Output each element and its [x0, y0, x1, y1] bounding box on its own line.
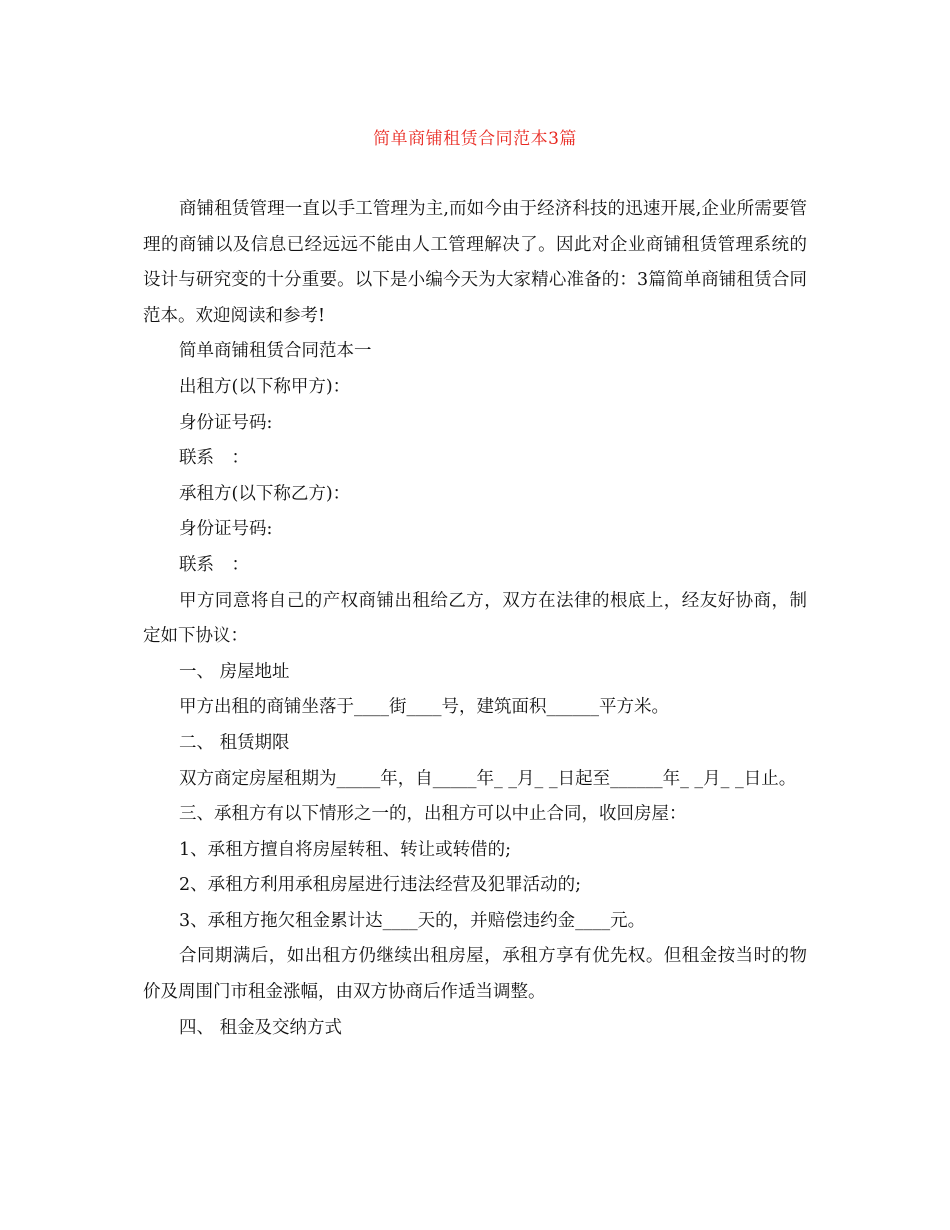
address-paragraph: 甲方出租的商铺坐落于____街____号，建筑面积______平方米。 — [179, 697, 669, 718]
section-heading: 简单商铺租赁合同范本一 — [179, 341, 372, 362]
lessor-field: 出租方(以下称甲方)： — [179, 376, 351, 397]
clause-heading-termination: 三、承租方有以下情形之一的，出租方可以中止合同，收回房屋： — [179, 804, 687, 825]
intro-paragraph: 商铺租赁管理一直以手工管理为主,而如今由于经济科技的迅速开展,企业所需要管理的商铺以及信息已经远远不能由人工管理解决了。因此对企业商铺租赁管理系统的设计与研究变的十分重要。以下是小编今天为大家精心准备的：3篇简单商铺租赁合同范本。欢迎阅读和参考! — [143, 199, 807, 326]
document-title: 简单商铺租赁合同范本3篇 — [373, 129, 577, 149]
clause-heading-rent: 四、 租金及交纳方式 — [179, 1017, 343, 1038]
clause-heading-term: 二、 租赁期限 — [179, 732, 290, 753]
clause-heading-address: 一、 房屋地址 — [179, 661, 290, 682]
termination-item-3: 3、承租方拖欠租金累计达____天的，并赔偿违约金____元。 — [179, 910, 646, 931]
term-paragraph: 双方商定房屋租期为_____年，自_____年_ _月_ _日起至______年_ _月_ _日止。 — [179, 768, 797, 789]
document-body — [143, 192, 807, 1046]
lessee-id-field: 身份证号码: — [179, 519, 273, 540]
agreement-paragraph: 甲方同意将自己的产权商铺出租给乙方，双方在法律的根底上，经友好协商，制定如下协议： — [143, 590, 807, 647]
termination-item-2: 2、承租方利用承租房屋进行违法经营及犯罪活动的; — [179, 875, 582, 896]
lessee-contact-field: 联系 ： — [179, 554, 249, 575]
lessee-field: 承租方(以下称乙方)： — [179, 483, 351, 504]
lessor-id-field: 身份证号码: — [179, 412, 273, 433]
lessor-contact-field: 联系 ： — [179, 448, 249, 469]
renewal-paragraph: 合同期满后，如出租方仍继续出租房屋，承租方享有优先权。但租金按当时的物价及周围门市租金涨幅，由双方协商后作适当调整。 — [143, 946, 807, 1003]
termination-item-1: 1、承租方擅自将房屋转租、转让或转借的; — [179, 839, 512, 860]
